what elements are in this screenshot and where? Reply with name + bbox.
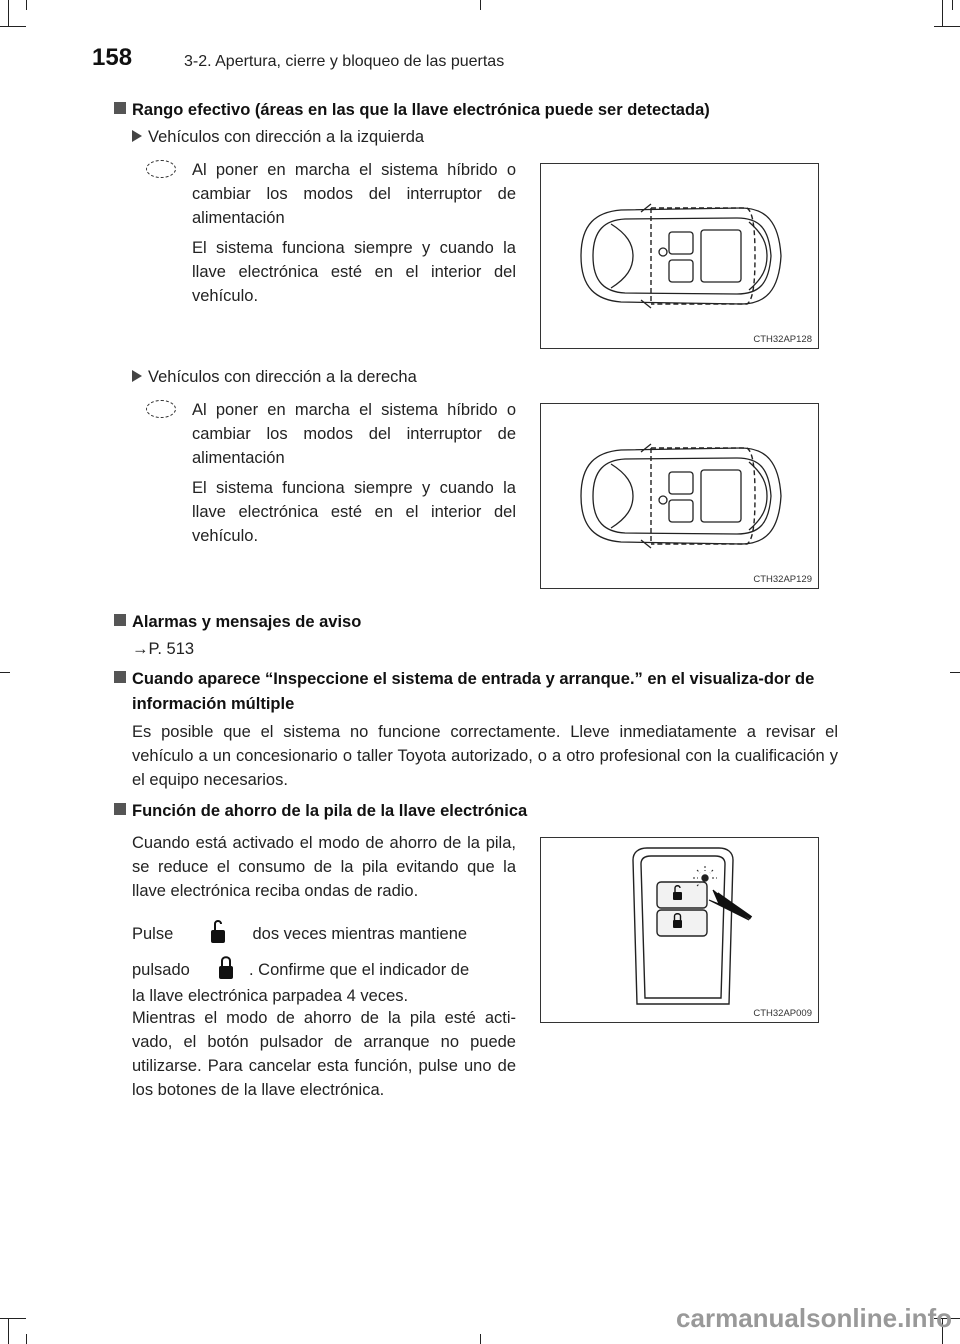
page-reference-link[interactable]: →P. 513: [132, 640, 195, 658]
crop-mark: [480, 0, 481, 10]
car-top-view-illustration: [541, 164, 820, 350]
battery-para3: Mientras el modo de ahorro de la pila esté acti-vado, el botón pulsador de arranque no puede utilizarse. Para cancelar esta función, pulse uno de los botones de la llave electrónica.: [132, 1009, 516, 1099]
square-bullet-icon: [114, 102, 126, 114]
figure-left-drive: [540, 163, 819, 349]
battery-para2-end: la llave electrónica parpadea 4 veces.: [132, 987, 409, 1005]
crop-mark: [934, 26, 960, 27]
square-bullet-icon: [114, 671, 126, 683]
heading-alarms: Alarmas y mensajes de aviso: [114, 610, 361, 635]
battery-pulse-line: Pulse dos veces mientras mantiene: [132, 918, 516, 951]
battery-para1: Cuando está activado el modo de ahorro de la pila, se reduce el consumo de la pila evitando que la llave electrónica reciba ondas de radio.: [132, 834, 516, 900]
triangle-arrow-icon: [132, 130, 142, 142]
triangle-arrow-icon: [132, 370, 142, 382]
figure-code: CTH32AP128: [753, 334, 812, 345]
crop-mark: [26, 0, 27, 10]
crop-mark: [8, 1318, 9, 1344]
lock-icon: [218, 954, 234, 987]
inspect-para: Es posible que el sistema no funcione correctamente. Lleve inmediatamente a revisar el vehículo a un concesionario o taller Toyota autorizado, o a otro profesional con la cualificación y el equipo necesarios.: [132, 723, 838, 789]
car-top-view-illustration: [541, 404, 820, 590]
square-bullet-icon: [114, 803, 126, 815]
crop-mark: [480, 1334, 481, 1344]
right-drive-para2: El sistema funciona siempre y cuando la llave electrónica esté en el interior del vehículo.: [192, 479, 516, 545]
figure-smart-key: [540, 837, 819, 1023]
figure-right-drive: [540, 403, 819, 589]
dashed-oval-icon: [146, 400, 176, 418]
left-drive-label: Vehículos con dirección a la izquierda: [132, 128, 424, 147]
crop-mark: [952, 0, 953, 10]
page-number: 158: [92, 44, 133, 71]
figure-code: CTH32AP129: [753, 574, 812, 585]
crop-mark: [0, 672, 10, 673]
watermark: carmanualsonline.info: [676, 1303, 952, 1333]
right-drive-para1: Al poner en marcha el sistema híbrido o cambiar los modos del interruptor de alimentación: [192, 401, 516, 467]
crop-mark: [950, 672, 960, 673]
crop-mark: [0, 1318, 26, 1319]
figure-code: CTH32AP009: [753, 1008, 812, 1019]
section-header: 3-2. Apertura, cierre y bloqueo de las puertas: [184, 53, 505, 70]
heading-inspect: Cuando aparece “Inspeccione el sistema de entrada y arranque.” en el visualiza-dor de información múltiple: [114, 667, 850, 717]
crop-mark: [0, 26, 26, 27]
dashed-oval-icon: [146, 160, 176, 178]
crop-mark: [26, 1334, 27, 1344]
crop-mark: [8, 0, 9, 26]
right-drive-label: Vehículos con dirección a la derecha: [132, 368, 417, 387]
smart-key-illustration: [541, 838, 820, 1024]
crop-mark: [942, 0, 943, 26]
left-drive-para2: El sistema funciona siempre y cuando la llave electrónica esté en el interior del vehículo.: [192, 239, 516, 305]
heading-battery: Función de ahorro de la pila de la llave electrónica: [114, 799, 527, 824]
heading-range: Rango efectivo (áreas en las que la llave electrónica puede ser detectada): [114, 98, 710, 123]
battery-pulsado-line: pulsado . Confirme que el indicador de: [132, 954, 516, 987]
left-drive-para1: Al poner en marcha el sistema híbrido o cambiar los modos del interruptor de alimentación: [192, 161, 516, 227]
unlock-icon: [210, 918, 226, 951]
square-bullet-icon: [114, 614, 126, 626]
